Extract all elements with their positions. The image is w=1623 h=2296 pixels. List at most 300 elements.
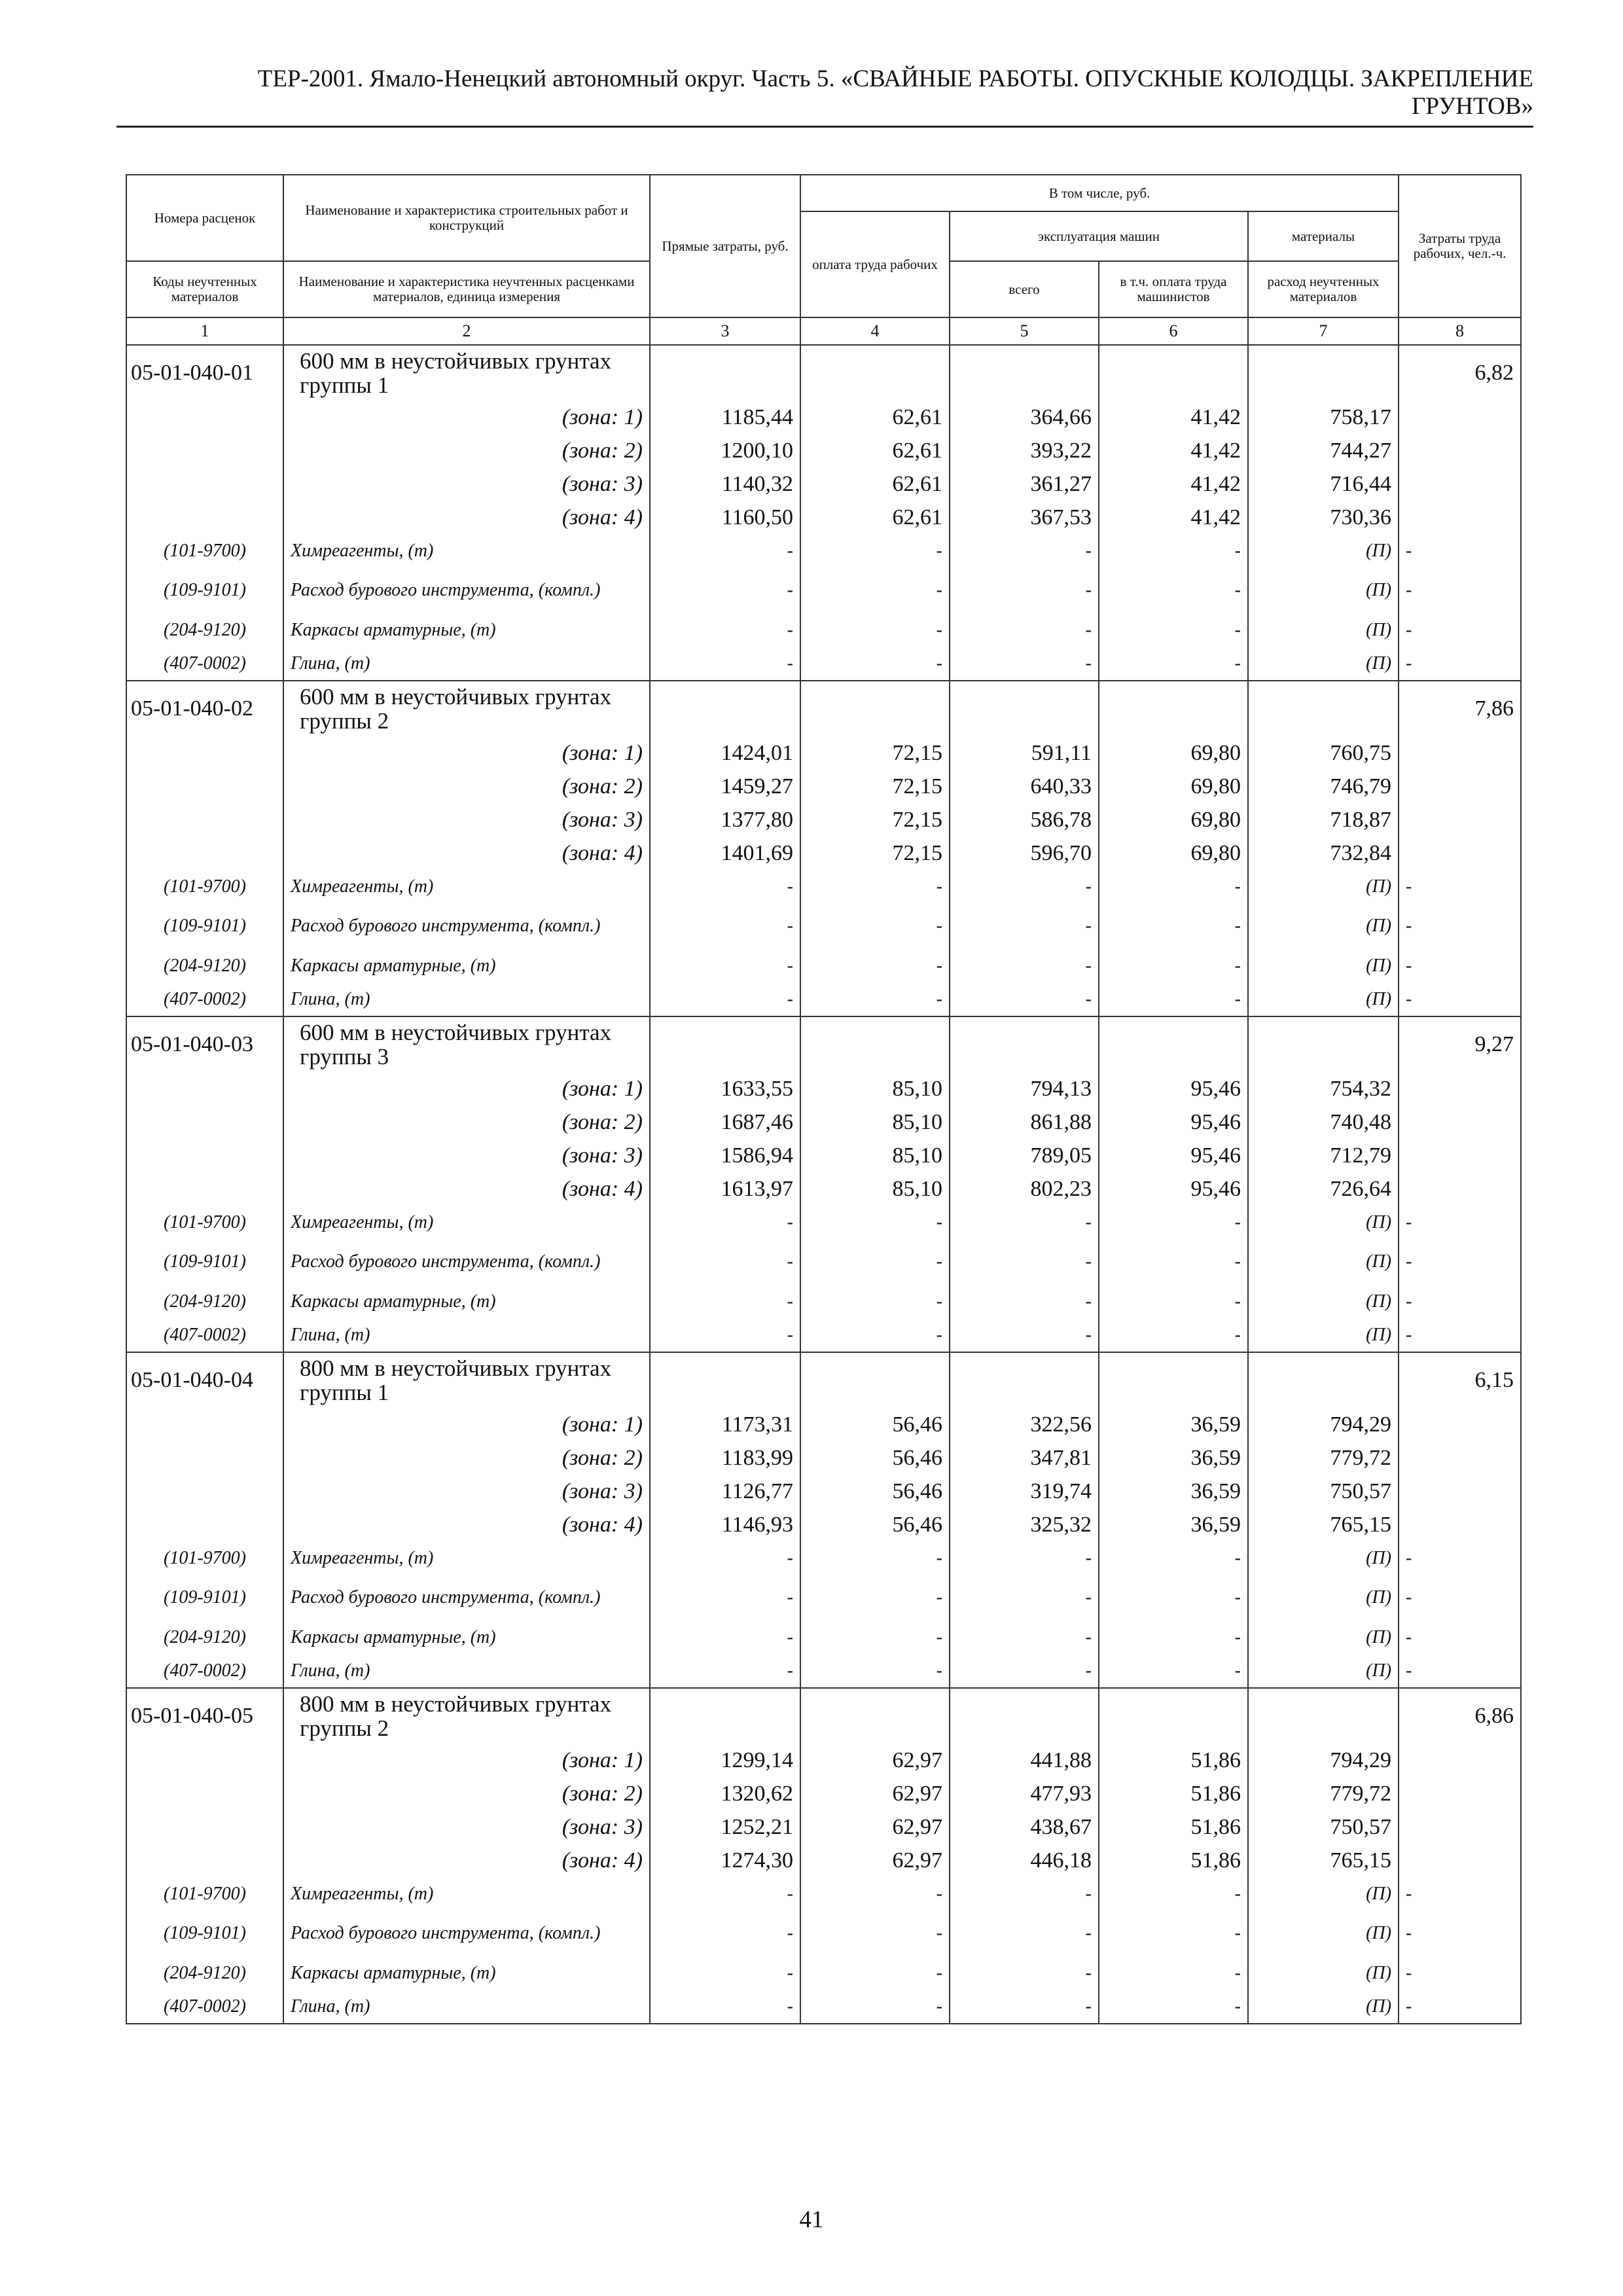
materials-cell: 750,57 [1248, 1810, 1399, 1844]
labor-costs-cell: 9,27 [1399, 1016, 1521, 1072]
zone-row [126, 770, 1521, 803]
materials-cell: 726,64 [1248, 1172, 1399, 1206]
materials-cell: 794,29 [1248, 1408, 1399, 1441]
direct-costs-cell: 1160,50 [650, 501, 800, 534]
labor-pay-cell: 85,10 [800, 1172, 950, 1206]
operator-pay-cell: 41,42 [1099, 434, 1248, 467]
labor-pay-cell: - [800, 982, 950, 1016]
empty-cell [1099, 1352, 1248, 1408]
zone-label: (зона: 1) [283, 736, 650, 770]
materials-cell: 744,27 [1248, 434, 1399, 467]
empty-cell [126, 1172, 283, 1206]
material-labor: - [1399, 982, 1521, 1016]
column-numbers-row [126, 317, 1521, 345]
material-code: (407-0002) [126, 1654, 283, 1688]
direct-costs-cell: - [650, 534, 800, 567]
machine-total-cell: - [950, 1575, 1099, 1621]
labor-pay-cell: - [800, 1575, 950, 1621]
material-mark: (П) [1248, 613, 1399, 647]
material-name: Расход бурового инструмента, (компл.) [283, 903, 650, 949]
empty-cell [126, 1139, 283, 1172]
rate-title: 600 мм в неустойчивых грунтах группы 1 [283, 345, 650, 401]
materials-cell: 732,84 [1248, 836, 1399, 870]
labor-pay-cell: - [800, 1910, 950, 1956]
material-name: Глина, (т) [283, 982, 650, 1016]
material-name: Расход бурового инструмента, (компл.) [283, 1239, 650, 1285]
operator-pay-cell: 36,59 [1099, 1441, 1248, 1475]
empty-cell [1399, 467, 1521, 501]
empty-cell [800, 1352, 950, 1408]
operator-pay-cell: - [1099, 1206, 1248, 1239]
empty-cell [1399, 1072, 1521, 1105]
direct-costs-cell: - [650, 1990, 800, 2024]
machine-total-cell: 789,05 [950, 1139, 1099, 1172]
machine-total-cell: - [950, 903, 1099, 949]
material-name: Каркасы арматурные, (т) [283, 1621, 650, 1654]
machine-total-cell: 441,88 [950, 1744, 1099, 1777]
operator-pay-cell: 36,59 [1099, 1508, 1248, 1541]
direct-costs-cell: - [650, 1575, 800, 1621]
materials-cell: 760,75 [1248, 736, 1399, 770]
material-mark: (П) [1248, 1285, 1399, 1318]
operator-pay-cell: 51,86 [1099, 1777, 1248, 1810]
zone-label: (зона: 3) [283, 1139, 650, 1172]
material-mark: (П) [1248, 949, 1399, 982]
machine-total-cell: 586,78 [950, 803, 1099, 836]
rate-title-row [126, 681, 1521, 736]
direct-costs-cell: - [650, 870, 800, 903]
header-material-name: Наименование и характеристика неучтенных расценками материалов, единица измерения [283, 261, 650, 317]
labor-pay-cell: - [800, 613, 950, 647]
material-labor: - [1399, 1575, 1521, 1621]
labor-pay-cell: - [800, 567, 950, 613]
labor-pay-cell: 85,10 [800, 1139, 950, 1172]
material-code: (101-9700) [126, 1877, 283, 1910]
material-row [126, 1654, 1521, 1688]
empty-cell [126, 401, 283, 434]
material-code: (407-0002) [126, 647, 283, 681]
materials-cell: 779,72 [1248, 1441, 1399, 1475]
column-number: 8 [1399, 317, 1521, 345]
labor-pay-cell: 62,97 [800, 1810, 950, 1844]
direct-costs-cell: - [650, 567, 800, 613]
material-labor: - [1399, 647, 1521, 681]
empty-cell [1099, 345, 1248, 401]
direct-costs-cell: 1146,93 [650, 1508, 800, 1541]
material-mark: (П) [1248, 1206, 1399, 1239]
header-total: всего [950, 261, 1099, 317]
materials-cell: 794,29 [1248, 1744, 1399, 1777]
empty-cell [800, 1016, 950, 1072]
labor-pay-cell: 72,15 [800, 803, 950, 836]
material-mark: (П) [1248, 1318, 1399, 1352]
empty-cell [126, 1105, 283, 1139]
empty-cell [126, 1508, 283, 1541]
zone-row [126, 736, 1521, 770]
zone-row [126, 1105, 1521, 1139]
material-code: (101-9700) [126, 1206, 283, 1239]
empty-cell [650, 681, 800, 736]
zone-label: (зона: 2) [283, 1441, 650, 1475]
zone-label: (зона: 1) [283, 401, 650, 434]
operator-pay-cell: 95,46 [1099, 1172, 1248, 1206]
empty-cell [1399, 1777, 1521, 1810]
rate-code: 05-01-040-03 [126, 1016, 283, 1072]
operator-pay-cell: 36,59 [1099, 1408, 1248, 1441]
empty-cell [126, 1744, 283, 1777]
zone-row [126, 1441, 1521, 1475]
empty-cell [950, 681, 1099, 736]
labor-pay-cell: 56,46 [800, 1475, 950, 1508]
empty-cell [1399, 836, 1521, 870]
empty-cell [1399, 1172, 1521, 1206]
empty-cell [1399, 770, 1521, 803]
labor-pay-cell: - [800, 1239, 950, 1285]
material-mark: (П) [1248, 647, 1399, 681]
material-mark: (П) [1248, 567, 1399, 613]
material-labor: - [1399, 1206, 1521, 1239]
direct-costs-cell: 1586,94 [650, 1139, 800, 1172]
material-code: (109-9101) [126, 1239, 283, 1285]
machine-total-cell: 794,13 [950, 1072, 1099, 1105]
empty-cell [1399, 1744, 1521, 1777]
zone-row [126, 1810, 1521, 1844]
labor-pay-cell: 56,46 [800, 1408, 950, 1441]
column-number: 2 [283, 317, 650, 345]
material-name: Каркасы арматурные, (т) [283, 1285, 650, 1318]
operator-pay-cell: 41,42 [1099, 401, 1248, 434]
zone-label: (зона: 3) [283, 467, 650, 501]
labor-pay-cell: 56,46 [800, 1441, 950, 1475]
material-name: Расход бурового инструмента, (компл.) [283, 567, 650, 613]
material-labor: - [1399, 949, 1521, 982]
empty-cell [1399, 803, 1521, 836]
machine-total-cell: 361,27 [950, 467, 1099, 501]
direct-costs-cell: 1126,77 [650, 1475, 800, 1508]
operator-pay-cell: - [1099, 613, 1248, 647]
machine-total-cell: 319,74 [950, 1475, 1099, 1508]
machine-total-cell: - [950, 1206, 1099, 1239]
operator-pay-cell: - [1099, 1285, 1248, 1318]
zone-row [126, 1744, 1521, 1777]
operator-pay-cell: - [1099, 1654, 1248, 1688]
material-mark: (П) [1248, 1910, 1399, 1956]
operator-pay-cell: - [1099, 903, 1248, 949]
machine-total-cell: 393,22 [950, 434, 1099, 467]
zone-label: (зона: 1) [283, 1072, 650, 1105]
empty-cell [1248, 1016, 1399, 1072]
material-name: Каркасы арматурные, (т) [283, 613, 650, 647]
material-labor: - [1399, 1285, 1521, 1318]
labor-pay-cell: 62,61 [800, 467, 950, 501]
material-mark: (П) [1248, 903, 1399, 949]
material-labor: - [1399, 903, 1521, 949]
rate-code: 05-01-040-04 [126, 1352, 283, 1408]
operator-pay-cell: 69,80 [1099, 803, 1248, 836]
material-name: Химреагенты, (т) [283, 534, 650, 567]
operator-pay-cell: - [1099, 534, 1248, 567]
empty-cell [126, 1810, 283, 1844]
labor-pay-cell: 72,15 [800, 736, 950, 770]
operator-pay-cell: - [1099, 982, 1248, 1016]
materials-cell: 718,87 [1248, 803, 1399, 836]
material-code: (204-9120) [126, 613, 283, 647]
machine-total-cell: - [950, 949, 1099, 982]
labor-pay-cell: - [800, 1956, 950, 1990]
operator-pay-cell: 95,46 [1099, 1139, 1248, 1172]
machine-total-cell: - [950, 534, 1099, 567]
labor-costs-cell: 6,82 [1399, 345, 1521, 401]
material-name: Химреагенты, (т) [283, 870, 650, 903]
material-name: Расход бурового инструмента, (компл.) [283, 1575, 650, 1621]
empty-cell [1399, 501, 1521, 534]
header-unaccounted-materials: расход неучтенных материалов [1248, 261, 1399, 317]
zone-row [126, 434, 1521, 467]
zone-row [126, 1777, 1521, 1810]
material-row [126, 567, 1521, 613]
material-row [126, 870, 1521, 903]
materials-cell: 716,44 [1248, 467, 1399, 501]
material-labor: - [1399, 1654, 1521, 1688]
zone-row [126, 467, 1521, 501]
direct-costs-cell: - [650, 1910, 800, 1956]
operator-pay-cell: - [1099, 1318, 1248, 1352]
zone-row [126, 1844, 1521, 1877]
direct-costs-cell: 1173,31 [650, 1408, 800, 1441]
empty-cell [1399, 401, 1521, 434]
zone-row [126, 1139, 1521, 1172]
empty-cell [950, 345, 1099, 401]
empty-cell [1399, 1475, 1521, 1508]
material-row [126, 1206, 1521, 1239]
labor-pay-cell: 85,10 [800, 1072, 950, 1105]
material-name: Глина, (т) [283, 647, 650, 681]
material-mark: (П) [1248, 1541, 1399, 1575]
empty-cell [126, 803, 283, 836]
empty-cell [1399, 1508, 1521, 1541]
empty-cell [800, 681, 950, 736]
material-row [126, 903, 1521, 949]
operator-pay-cell: 41,42 [1099, 467, 1248, 501]
empty-cell [126, 1441, 283, 1475]
labor-pay-cell: 85,10 [800, 1105, 950, 1139]
empty-cell [650, 345, 800, 401]
operator-pay-cell: 69,80 [1099, 770, 1248, 803]
material-code: (407-0002) [126, 1318, 283, 1352]
operator-pay-cell: - [1099, 1910, 1248, 1956]
machine-total-cell: 802,23 [950, 1172, 1099, 1206]
material-row [126, 1910, 1521, 1956]
direct-costs-cell: - [650, 1239, 800, 1285]
machine-total-cell: - [950, 1318, 1099, 1352]
zone-label: (зона: 1) [283, 1744, 650, 1777]
zone-label: (зона: 2) [283, 434, 650, 467]
materials-cell: 746,79 [1248, 770, 1399, 803]
material-row [126, 1285, 1521, 1318]
column-number: 7 [1248, 317, 1399, 345]
material-name: Химреагенты, (т) [283, 1877, 650, 1910]
material-labor: - [1399, 870, 1521, 903]
column-number: 6 [1099, 317, 1248, 345]
direct-costs-cell: 1613,97 [650, 1172, 800, 1206]
zone-label: (зона: 4) [283, 1844, 650, 1877]
operator-pay-cell: 41,42 [1099, 501, 1248, 534]
labor-pay-cell: - [800, 1990, 950, 2024]
machine-total-cell: 438,67 [950, 1810, 1099, 1844]
machine-total-cell: - [950, 613, 1099, 647]
rate-title-row [126, 1688, 1521, 1744]
machine-total-cell: 591,11 [950, 736, 1099, 770]
direct-costs-cell: - [650, 1956, 800, 1990]
direct-costs-cell: - [650, 1206, 800, 1239]
header-line-1: ТЕР-2001. Ямало-Ненецкий автономный округ. Часть 5. «СВАЙНЫЕ РАБОТЫ. ОПУСКНЫЕ КОЛОДЦЫ. ЗАКРЕПЛЕНИЕ [257, 65, 1533, 92]
operator-pay-cell: 36,59 [1099, 1475, 1248, 1508]
rates-table [126, 174, 1522, 2024]
zone-row [126, 1475, 1521, 1508]
header-labor-pay: оплата труда рабочих [800, 211, 950, 317]
direct-costs-cell: 1459,27 [650, 770, 800, 803]
material-mark: (П) [1248, 870, 1399, 903]
material-code: (109-9101) [126, 1575, 283, 1621]
column-number: 5 [950, 317, 1099, 345]
material-name: Каркасы арматурные, (т) [283, 1956, 650, 1990]
header-work-name: Наименование и характеристика строительных работ и конструкций [283, 175, 650, 261]
machine-total-cell: 367,53 [950, 501, 1099, 534]
header-including: В том числе, руб. [800, 175, 1399, 211]
material-name: Глина, (т) [283, 1318, 650, 1352]
material-mark: (П) [1248, 1956, 1399, 1990]
operator-pay-cell: 69,80 [1099, 836, 1248, 870]
empty-cell [950, 1688, 1099, 1744]
direct-costs-cell: - [650, 1285, 800, 1318]
material-labor: - [1399, 1239, 1521, 1285]
machine-total-cell: - [950, 1239, 1099, 1285]
direct-costs-cell: - [650, 1541, 800, 1575]
empty-cell [800, 1688, 950, 1744]
empty-cell [1248, 1688, 1399, 1744]
direct-costs-cell: - [650, 1318, 800, 1352]
zone-label: (зона: 3) [283, 1810, 650, 1844]
empty-cell [1099, 1016, 1248, 1072]
labor-pay-cell: - [800, 1541, 950, 1575]
zone-row [126, 1072, 1521, 1105]
direct-costs-cell: 1424,01 [650, 736, 800, 770]
zone-row [126, 836, 1521, 870]
materials-cell: 740,48 [1248, 1105, 1399, 1139]
operator-pay-cell: - [1099, 647, 1248, 681]
material-row [126, 1877, 1521, 1910]
empty-cell [800, 345, 950, 401]
labor-costs-cell: 6,86 [1399, 1688, 1521, 1744]
direct-costs-cell: - [650, 1654, 800, 1688]
empty-cell [126, 1844, 283, 1877]
rate-title: 600 мм в неустойчивых грунтах группы 3 [283, 1016, 650, 1072]
empty-cell [126, 836, 283, 870]
empty-cell [126, 434, 283, 467]
page-number: 41 [799, 2206, 824, 2233]
material-code: (109-9101) [126, 567, 283, 613]
empty-cell [126, 736, 283, 770]
labor-pay-cell: 62,61 [800, 434, 950, 467]
operator-pay-cell: - [1099, 1541, 1248, 1575]
labor-pay-cell: 62,97 [800, 1844, 950, 1877]
zone-label: (зона: 2) [283, 1777, 650, 1810]
labor-pay-cell: 72,15 [800, 836, 950, 870]
zone-row [126, 401, 1521, 434]
material-labor: - [1399, 1877, 1521, 1910]
material-code: (101-9700) [126, 1541, 283, 1575]
material-code: (204-9120) [126, 1285, 283, 1318]
material-mark: (П) [1248, 1239, 1399, 1285]
empty-cell [126, 770, 283, 803]
operator-pay-cell: 95,46 [1099, 1072, 1248, 1105]
machine-total-cell: 347,81 [950, 1441, 1099, 1475]
empty-cell [650, 1016, 800, 1072]
material-code: (109-9101) [126, 903, 283, 949]
rate-code: 05-01-040-02 [126, 681, 283, 736]
zone-label: (зона: 3) [283, 803, 650, 836]
empty-cell [1399, 1139, 1521, 1172]
empty-cell [126, 1475, 283, 1508]
direct-costs-cell: - [650, 949, 800, 982]
direct-costs-cell: 1140,32 [650, 467, 800, 501]
materials-cell: 765,15 [1248, 1508, 1399, 1541]
zone-label: (зона: 4) [283, 836, 650, 870]
zone-label: (зона: 2) [283, 770, 650, 803]
material-code: (101-9700) [126, 534, 283, 567]
header-direct-costs: Прямые затраты, руб. [650, 175, 800, 317]
direct-costs-cell: 1252,21 [650, 1810, 800, 1844]
material-row [126, 647, 1521, 681]
labor-pay-cell: - [800, 949, 950, 982]
material-labor: - [1399, 534, 1521, 567]
material-row [126, 1956, 1521, 1990]
empty-cell [1399, 1844, 1521, 1877]
material-name: Химреагенты, (т) [283, 1541, 650, 1575]
material-name: Расход бурового инструмента, (компл.) [283, 1910, 650, 1956]
direct-costs-cell: 1183,99 [650, 1441, 800, 1475]
operator-pay-cell: - [1099, 870, 1248, 903]
direct-costs-cell: 1185,44 [650, 401, 800, 434]
operator-pay-cell: 51,86 [1099, 1844, 1248, 1877]
direct-costs-cell: - [650, 1877, 800, 1910]
labor-pay-cell: - [800, 903, 950, 949]
operator-pay-cell: 95,46 [1099, 1105, 1248, 1139]
machine-total-cell: - [950, 1654, 1099, 1688]
operator-pay-cell: - [1099, 1990, 1248, 2024]
machine-total-cell: 861,88 [950, 1105, 1099, 1139]
machine-total-cell: - [950, 982, 1099, 1016]
labor-pay-cell: 62,61 [800, 401, 950, 434]
material-row [126, 1621, 1521, 1654]
empty-cell [126, 467, 283, 501]
direct-costs-cell: 1377,80 [650, 803, 800, 836]
empty-cell [126, 501, 283, 534]
empty-cell [126, 1408, 283, 1441]
empty-cell [950, 1352, 1099, 1408]
labor-pay-cell: - [800, 870, 950, 903]
operator-pay-cell: - [1099, 1239, 1248, 1285]
material-code: (101-9700) [126, 870, 283, 903]
direct-costs-cell: - [650, 613, 800, 647]
zone-row [126, 1172, 1521, 1206]
zone-label: (зона: 4) [283, 501, 650, 534]
material-mark: (П) [1248, 1575, 1399, 1621]
materials-cell: 779,72 [1248, 1777, 1399, 1810]
material-labor: - [1399, 1621, 1521, 1654]
empty-cell [1399, 1408, 1521, 1441]
machine-total-cell: 477,93 [950, 1777, 1099, 1810]
